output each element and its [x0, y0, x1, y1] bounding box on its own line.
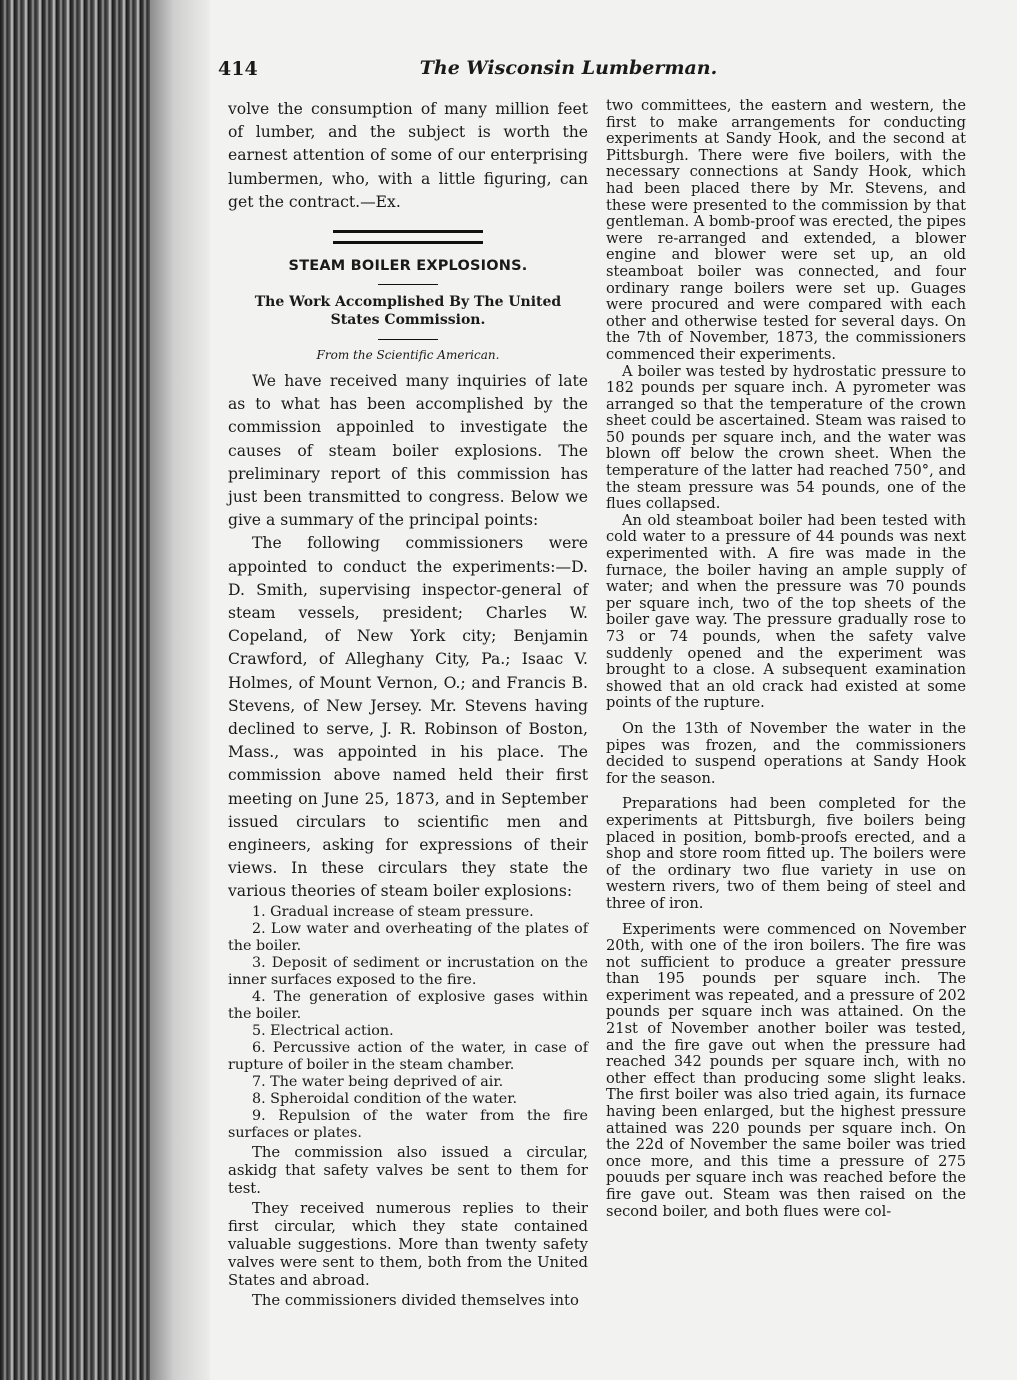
right-column: [606, 98, 966, 1220]
headline-rule: [378, 284, 438, 285]
article-paragraph: They received numerous replies to their first circular, which they state contained valuable suggestions. More than twenty safety valves were sent to them, both from the United States and abroad.: [228, 1199, 588, 1289]
list-item: 1. Gradual increase of steam pressure.: [252, 903, 534, 920]
article-paragraph: Experiments were commenced on November 20th, with one of the iron boilers. The fire was not sufficient to produce a greater pressure than 195 pounds per square inch. The experiment was repeated, and a pressure of 202 pounds per square inch was attained. On the 21st of November another boiler was tested, and the fire gave out when the pressure had reached 342 pounds per square inch, with no other effect than producing some slight leaks. The first boiler was also tried again, its furnace having been enlarged, but the highest pressure attained was 220 pounds per square inch. On the 22d of November the same boiler was tried once more, and this time a pressure of 275 pouuds per square inch was reached before the fire gave out. Steam was then raised on the second boiler, and both flues were col-: [606, 920, 966, 1220]
section-divider: [333, 230, 483, 244]
article-paragraph: The commission also issued a circular, askidg that safety valves be sent to them for test.: [228, 1143, 588, 1197]
article-subheadline: The Work Accomplished By The United States Commission.: [254, 294, 562, 329]
left-column: [228, 98, 588, 1310]
list-item: 3. Deposit of sediment or incrustation on the inner surfaces exposed to the fire.: [228, 954, 588, 988]
list-item: 2. Low water and overheating of the plates of the boiler.: [228, 920, 588, 954]
article-paragraph: We have received many inquiries of late as to what has been accomplished by the commission appoinled to investigate the causes of steam boiler explosions. The preliminary report of this commission has just been transmitted to congress. Below we give a summary of the principal points:: [228, 372, 588, 530]
list-item: 4. The generation of explosive gases within the boiler.: [228, 988, 588, 1022]
running-head-title: The Wisconsin Lumberman.: [419, 57, 718, 79]
article-paragraph: The following commissioners were appointed to conduct the experiments:—D. D. Smith, supervising inspector-general of steam vessels, president; Charles W. Copeland, of New York city; Benjamin Crawford, of Alleghany City, Pa.; Isaac V. Holmes, of Mount Vernon, O.; and Francis B. Stevens, of New Jersey. Mr. Stevens having declined to serve, J. R. Robinson of Boston, Mass., was appointed in his place. The commission above named held their first meeting on June 25, 1873, and in September issued circulars to scientific men and engineers, asking for expressions of their views. In these circulars they state the various theories of steam boiler explosions:: [228, 534, 588, 901]
article-headline: STEAM BOILER EXPLOSIONS.: [288, 258, 528, 275]
intro-paragraph: volve the consumption of many million feet of lumber, and the subject is worth the earnest attention of some of our enterprising lumbermen, who, with a little figuring, can get the contract.—Ex.: [228, 100, 588, 211]
article-paragraph: On the 13th of November the water in the pipes was frozen, and the commissioners decided to suspend operations at Sandy Hook for the season.: [606, 719, 966, 787]
list-item: 8. Spheroidal condition of the water.: [252, 1090, 518, 1107]
book-binding-shadow: [0, 0, 150, 1380]
article-paragraph: An old steamboat boiler had been tested with cold water to a pressure of 44 pounds was next experimented with. A fire was made in the furnace, the boiler having an ample supply of water; and when the pressure was 70 pounds per square inch, two of the top sheets of the boiler gave way. The pressure gradually rose to 73 or 74 pounds, when the safety valve suddenly opened and the experiment was brought to a close. A subsequent examination showed that an old crack had existed at some points of the rupture.: [606, 511, 966, 712]
article-paragraph: Preparations had been completed for the experiments at Pittsburgh, five boilers being placed in position, bomb-proofs erected, and a shop and store room fitted up. The boilers were of the ordinary two flue variety in use on western rivers, two of them being of steel and three of iron.: [606, 795, 966, 912]
list-item: 5. Electrical action.: [252, 1022, 394, 1039]
list-item: 9. Repulsion of the water from the fire surfaces or plates.: [228, 1107, 588, 1141]
article-paragraph: two committees, the eastern and western, the first to make arrangements for conducting experiments at Sandy Hook, and the second at Pittsburgh. There were five boilers, with the necessary connections at Sandy Hook, which had been placed there by Mr. Stevens, and these were presented to the commission by that gentleman. A bomb-proof was erected, the pipes were re-arranged and extended, a blower engine and blower were set up, an old steamboat boiler was connected, and four ordinary range boilers were set up. Guages were procured and were compared with each other and otherwise tested for several days. On the 7th of November, 1873, the commissioners commenced their experiments.: [606, 97, 966, 363]
list-item: 6. Percussive action of the water, in case of rupture of boiler in the steam chamber.: [228, 1039, 588, 1073]
theories-list: [228, 904, 588, 1142]
article-source: From the Scientific American.: [316, 348, 500, 363]
article-paragraph: The commissioners divided themselves into: [252, 1291, 579, 1309]
article-paragraph: A boiler was tested by hydrostatic pressure to 182 pounds per square inch. A pyrometer was arranged so that the temperature of the crown sheet could be ascertained. Steam was raised to 50 pounds per square inch, and the water was blown off below the crown sheet. When the temperature of the latter had reached 750°, and the steam pressure was 54 pounds, one of the flues collapsed.: [606, 362, 966, 513]
page-number: 414: [218, 58, 258, 80]
subheadline-rule: [378, 339, 438, 340]
list-item: 7. The water being deprived of air.: [252, 1073, 504, 1090]
page-gutter: [150, 0, 210, 1380]
